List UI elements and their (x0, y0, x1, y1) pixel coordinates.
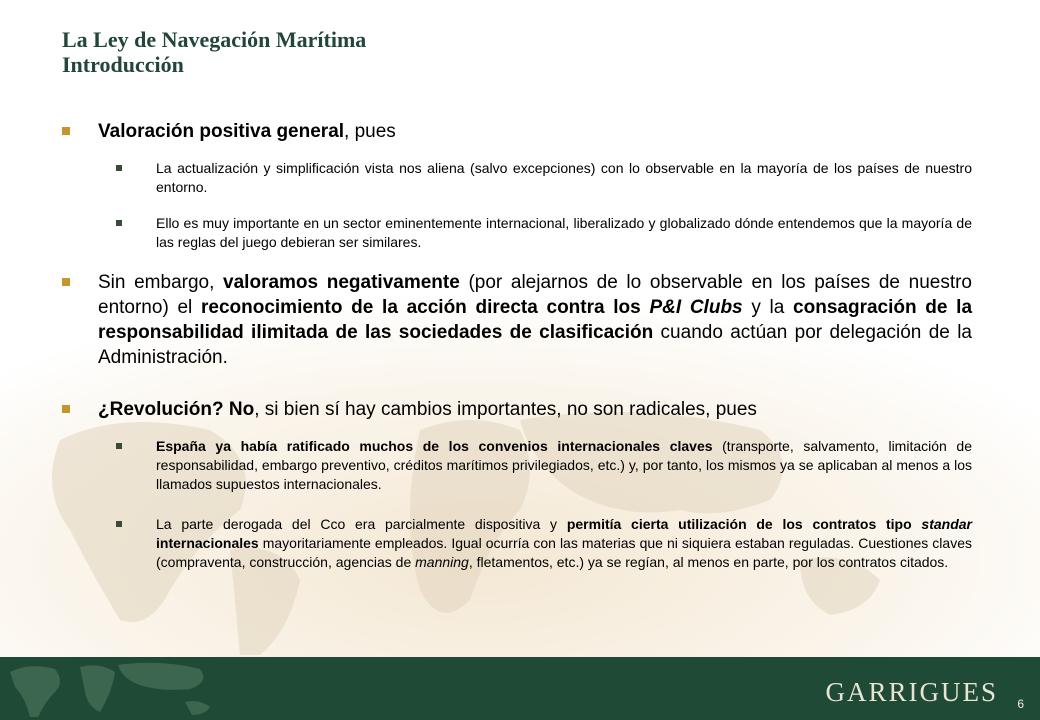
sub-bullet-italic-text: manning (415, 554, 469, 570)
page-number: 6 (1017, 697, 1024, 711)
sub-bullet-text: La actualización y simplificación vista nos aliena (salvo excepciones) con lo observable en la mayoría de los países de nuestro entorno. (156, 160, 972, 195)
bullet-text: Sin embargo, (98, 272, 224, 293)
bullet-text: (por alejarnos de lo observable en los países de nuestro entorno) el (98, 272, 972, 318)
sub-bullet-sector-internacional (116, 214, 972, 252)
bullet-bold-text: valoramos negativamente (223, 272, 460, 293)
sub-bullet-text: mayoritariamente empleados. Igual ocurría con las materias que ni siquiera estaban reguladas. Cuestiones claves (compraventa, construcción, agencias de (156, 535, 972, 570)
sub-bullet-bold-italic-text: standar (921, 516, 972, 532)
bullet-text: cuando actúan por delegación de la Administración. (98, 322, 972, 368)
footer-world-map-icon (0, 657, 230, 720)
sub-bullet-bold-text: España ya había ratificado muchos de los convenios internacionales claves (156, 438, 713, 454)
bullet-square-icon (62, 405, 70, 413)
garrigues-logo: GARRIGUES (825, 677, 998, 707)
bullet-square-icon (62, 278, 70, 286)
bullet-bold-text: consagración de la responsabilidad ilimitada de las sociedades de clasificación (98, 297, 973, 343)
footer-bar (0, 657, 1040, 720)
bullet-text: y la (742, 297, 794, 318)
bullet-text: , pues (344, 121, 396, 142)
sub-bullet-square-icon (116, 165, 122, 171)
sub-bullet-text: (transporte, salvamento, limitación de responsabilidad, embargo preventivo, créditos marítimos privilegiados, etc.) y, por tanto, los mismos ya se aplicaban al menos a los llamados supuestos internacionales. (156, 438, 972, 492)
sub-bullet-bold-text: permitía cierta utilización de los contratos tipo (566, 516, 922, 532)
sub-bullet-text: La parte derogada del Cco era parcialmente dispositiva y (156, 516, 567, 532)
bullet-bold-text: Valoración positiva general (98, 121, 345, 142)
sub-bullet-parte-derogada (116, 515, 972, 572)
sub-bullet-text: , fletamentos, etc.) ya se regían, al menos en parte, por los contratos citados. (468, 554, 949, 570)
bullet-valoracion (62, 119, 972, 144)
bullet-revolucion (62, 397, 972, 422)
bullet-bold-text: ¿Revolución? No (98, 399, 255, 420)
bullet-bold-text: reconocimiento de la acción directa contra los (200, 297, 650, 318)
title-line-2: Introducción (62, 52, 184, 77)
bullet-text: , si bien sí hay cambios importantes, no son radicales, pues (254, 399, 757, 420)
slide-title (62, 27, 366, 77)
sub-bullet-square-icon (116, 521, 122, 527)
sub-bullet-actualizacion (116, 159, 972, 197)
sub-bullet-bold-text: internacionales (156, 535, 259, 551)
sub-bullet-espana-convenios (116, 437, 972, 494)
bullet-bold-italic-text: P&I Clubs (649, 297, 743, 318)
bullet-sin-embargo (62, 270, 972, 370)
sub-bullet-square-icon (116, 220, 122, 226)
sub-bullet-text: Ello es muy importante en un sector eminentemente internacional, liberalizado y globalizado dónde entendemos que la mayoría de las reglas del juego debieran ser similares. (156, 215, 972, 250)
sub-bullet-square-icon (116, 443, 122, 449)
title-line-1: La Ley de Navegación Marítima (62, 27, 367, 52)
bullet-square-icon (62, 127, 70, 135)
